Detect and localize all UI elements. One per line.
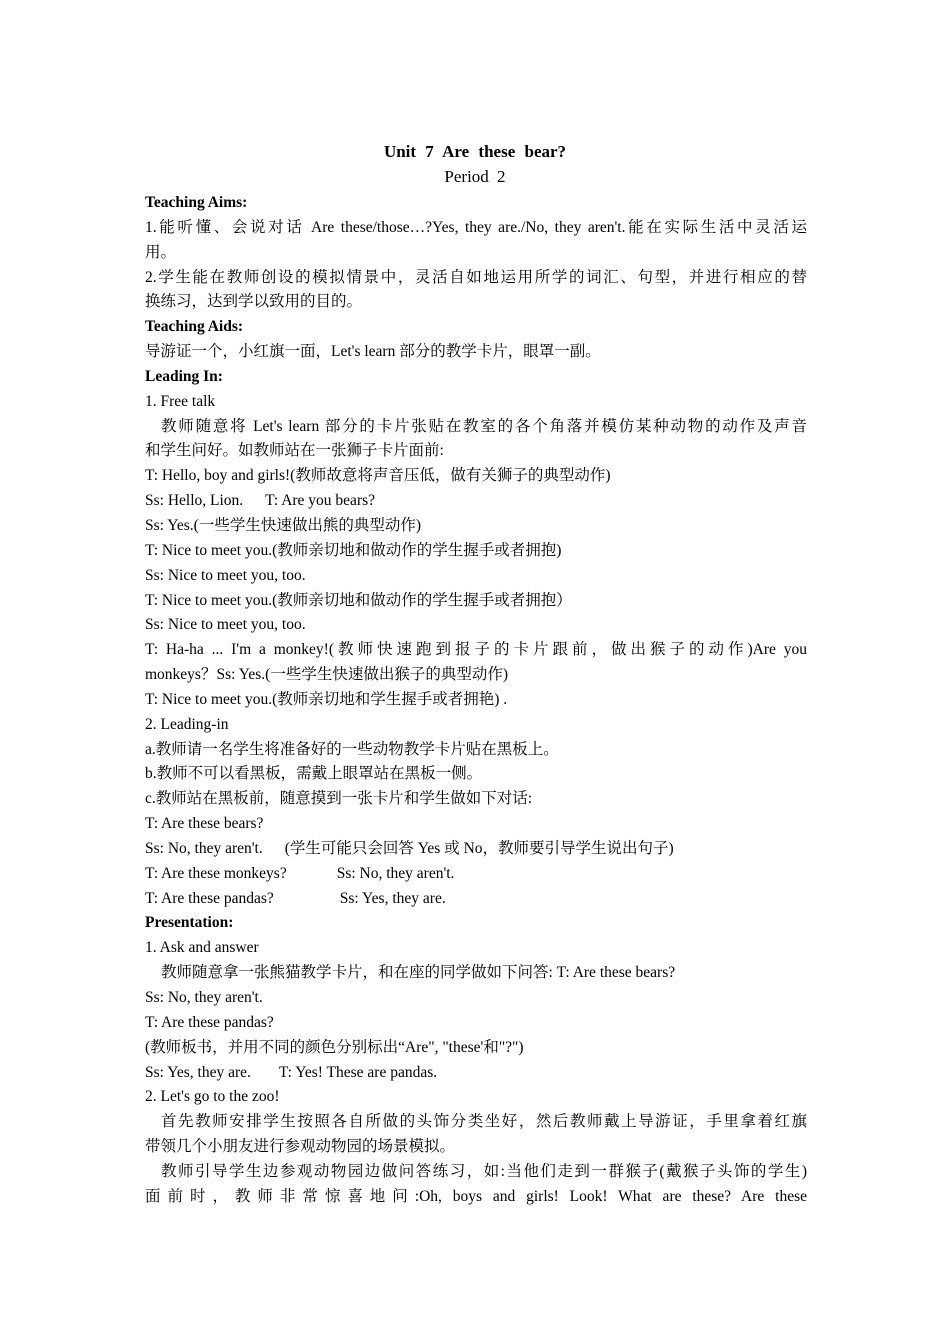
dialogue-line — [145, 887, 807, 912]
document-title: Unit 7 Are these bear? — [383, 142, 567, 161]
dialogue-part: T: Yes! These are pandas. — [278, 1063, 438, 1081]
dialogue-part: Ss: Yes, they are. — [339, 889, 446, 907]
paragraph-line: 首先教师安排学生按照各自所做的头饰分类坐好，然后教师戴上导游证，手里拿着红旗 — [161, 1113, 807, 1131]
dialogue-part: (学生可能只会回答 Yes 或 No，教师要引导学生说出句子) — [284, 839, 674, 857]
dialogue-line: Ss: Nice to meet you, too. — [145, 616, 306, 634]
dialogue-part: T: Are these monkeys? — [145, 864, 287, 882]
paragraph-line: a.教师请一名学生将准备好的一些动物教学卡片贴在黑板上。 — [145, 740, 559, 758]
paragraph-line: 教师引导学生边参观动物园边做问答练习，如:当他们走到一群猴子(戴猴子头饰的学生) — [161, 1162, 807, 1180]
dialogue-line: T: Nice to meet you.(教师亲切地和学生握手或者拥艳) . — [145, 690, 508, 708]
dialogue-line: monkeys？Ss: Yes.(一些学生快速做出猴子的典型动作) — [145, 666, 508, 684]
paragraph-line: 1.能听懂、会说对话 Are these/those…?Yes, they are./No, they aren't.能在实际生活中灵活运 — [145, 218, 807, 236]
dialogue-line: Ss: Nice to meet you, too. — [145, 566, 306, 584]
dialogue-line: Ss: Yes.(一些学生快速做出熊的典型动作) — [145, 516, 422, 534]
dialogue-part: T: Are you bears? — [265, 492, 376, 510]
dialogue-line — [145, 1061, 807, 1086]
paragraph-line: c.教师站在黑板前，随意摸到一张卡片和学生做如下对话: — [145, 790, 533, 808]
heading-teaching-aids: Teaching Aids: — [145, 318, 244, 336]
dialogue-part: Ss: No, they aren't. — [336, 864, 455, 882]
dialogue-line: T: Are these pandas? — [145, 1013, 274, 1031]
dialogue-part: T: Are these pandas? — [145, 889, 274, 907]
dialogue-line — [145, 862, 807, 887]
paragraph-line: 教师随意拿一张熊猫教学卡片，和在座的同学做如下问答: T: Are these bears? — [161, 964, 676, 982]
paragraph-line: b.教师不可以看黑板，需戴上眼罩站在黑板一侧。 — [145, 765, 483, 783]
paragraph-line: 教师随意将 Let's learn 部分的卡片张贴在教室的各个角落并模仿某种动物的动作及声音 — [161, 417, 807, 435]
document-body — [145, 191, 807, 1210]
dialogue-line: T: Are these bears? — [145, 815, 264, 833]
heading-leading-in: Leading In: — [145, 367, 223, 385]
dialogue-line: T: Ha-ha ... I'm a monkey!(教师快速跑到报子的卡片跟前，做出猴子的动作)Are you — [145, 641, 807, 659]
dialogue-part: Ss: No, they aren't. — [145, 839, 263, 857]
subheading-line: 1. Ask and answer — [145, 939, 259, 957]
paragraph-line: 导游证一个，小红旗一面，Let's learn 部分的教学卡片，眼罩一副。 — [145, 343, 601, 361]
subheading-line: 1. Free talk — [145, 392, 216, 410]
document-subtitle: Period 2 — [444, 167, 506, 186]
paragraph-line: 换练习，达到学以致用的目的。 — [145, 293, 363, 311]
heading-presentation: Presentation: — [145, 914, 234, 932]
paragraph-line: 面前时，教师非常惊喜地问:Oh, boys and girls! Look! What are these? Are these — [145, 1187, 807, 1205]
paragraph-line: (教师板书，并用不同的颜色分别标出“Are", "these'和"?") — [145, 1038, 524, 1056]
dialogue-line: T: Nice to meet you.(教师亲切地和做动作的学生握手或者拥抱） — [145, 591, 572, 609]
paragraph-line: 和学生问好。如教师站在一张狮子卡片面前: — [145, 442, 444, 460]
dialogue-line: Ss: No, they aren't. — [145, 989, 263, 1006]
subheading-line: 2. Let's go to the zoo! — [145, 1088, 280, 1106]
subheading-line: 2. Leading-in — [145, 715, 229, 733]
dialogue-line: T: Nice to meet you.(教师亲切地和做动作的学生握手或者拥抱) — [145, 541, 562, 559]
paragraph-line: 带领几个小朋友进行参观动物园的场景模拟。 — [145, 1138, 456, 1156]
heading-teaching-aims: Teaching Aims: — [145, 194, 248, 211]
dialogue-part: Ss: Yes, they are. — [145, 1063, 251, 1081]
paragraph-line: 用。 — [145, 243, 177, 261]
dialogue-part: Ss: Hello, Lion. — [145, 492, 244, 510]
paragraph-line: 2.学生能在教师创设的模拟情景中，灵活自如地运用所学的词汇、句型，并进行相应的替 — [145, 268, 807, 286]
dialogue-line — [145, 837, 807, 862]
dialogue-line: T: Hello, boy and girls!(教师故意将声音压低，做有关狮子的典型动作) — [145, 467, 611, 485]
dialogue-line — [145, 489, 807, 514]
